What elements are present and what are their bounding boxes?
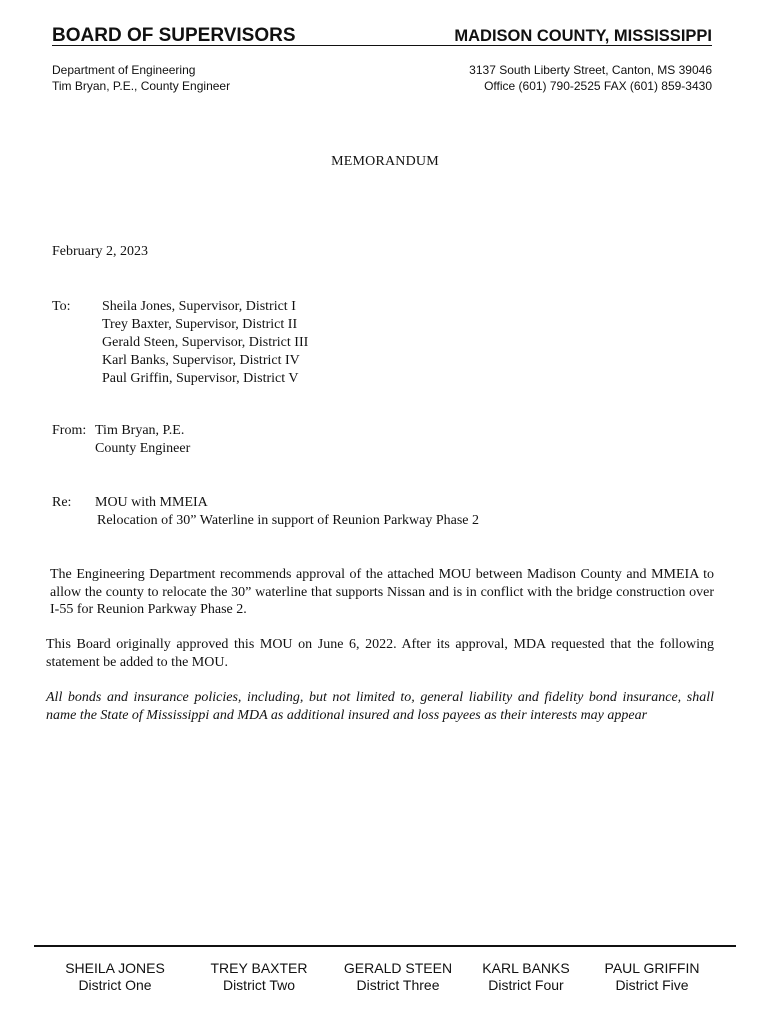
- supervisor-name: SHEILA JONES: [65, 960, 165, 976]
- sender: [95, 422, 190, 458]
- supervisor-district: District Two: [222, 977, 296, 993]
- org-name: BOARD OF SUPERVISORS: [52, 25, 296, 46]
- recipient: Sheila Jones, Supervisor, District I: [102, 299, 296, 314]
- re-label: Re:: [52, 495, 72, 510]
- memo-title: MEMORANDUM: [331, 154, 439, 169]
- header-divider: [52, 45, 712, 46]
- supervisor-district: District One: [78, 977, 152, 993]
- supervisor-district: District Three: [356, 977, 440, 993]
- supervisor-district: District Five: [615, 977, 689, 993]
- subject: [95, 494, 479, 530]
- memo-date: February 2, 2023: [52, 244, 149, 259]
- supervisor-name: PAUL GRIFFIN: [604, 960, 700, 976]
- footer-divider: [34, 945, 736, 947]
- subject-line: Relocation of 30” Waterline in support of Reunion Parkway Phase 2: [97, 513, 479, 528]
- recipient: Paul Griffin, Supervisor, District V: [102, 371, 299, 386]
- footer-supervisor: [338, 960, 458, 994]
- sender-name: Tim Bryan, P.E.: [95, 423, 185, 438]
- recipient: Trey Baxter, Supervisor, District II: [102, 317, 298, 332]
- subject-line: MOU with MMEIA: [95, 495, 208, 510]
- supervisor-name: GERALD STEEN: [343, 960, 453, 976]
- department-name: Department of Engineering: [52, 63, 196, 77]
- contact-info: [469, 62, 712, 94]
- supervisor-name: TREY BAXTER: [210, 960, 308, 976]
- county-name: MADISON COUNTY, MISSISSIPPI: [454, 27, 712, 45]
- department-info: [52, 62, 230, 94]
- address: 3137 South Liberty Street, Canton, MS 39046: [469, 63, 712, 77]
- footer-supervisor: [55, 960, 175, 994]
- supervisor-name: KARL BANKS: [482, 960, 570, 976]
- recipient-list: [102, 298, 308, 388]
- from-label: From:: [52, 423, 87, 438]
- body-paragraph: This Board originally approved this MOU on June 6, 2022. After its approval, MDA requested that the following statement be added to the MOU.: [46, 637, 714, 670]
- footer-supervisor: [592, 960, 712, 994]
- supervisor-district: District Four: [488, 977, 564, 993]
- quoted-statement: All bonds and insurance policies, including, but not limited to, general liability and fidelity bond insurance, shall name the State of Mississippi and MDA as additional insured and loss payees as their interests may appear: [46, 690, 714, 723]
- body-paragraph: The Engineering Department recommends approval of the attached MOU between Madison County and MMEIA to allow the county to relocate the 30” waterline that supports Nissan and is in conflict with the bridge construction over I-55 for Reunion Parkway Phase 2.: [50, 567, 714, 617]
- engineer-name: Tim Bryan, P.E., County Engineer: [52, 79, 231, 93]
- phone-fax: Office (601) 790-2525 FAX (601) 859-3430: [484, 79, 712, 93]
- sender-title: County Engineer: [95, 441, 191, 456]
- recipient: Gerald Steen, Supervisor, District III: [102, 335, 309, 350]
- footer-supervisor: [466, 960, 586, 994]
- recipient: Karl Banks, Supervisor, District IV: [102, 353, 300, 368]
- footer-supervisor: [199, 960, 319, 994]
- to-label: To:: [52, 299, 71, 314]
